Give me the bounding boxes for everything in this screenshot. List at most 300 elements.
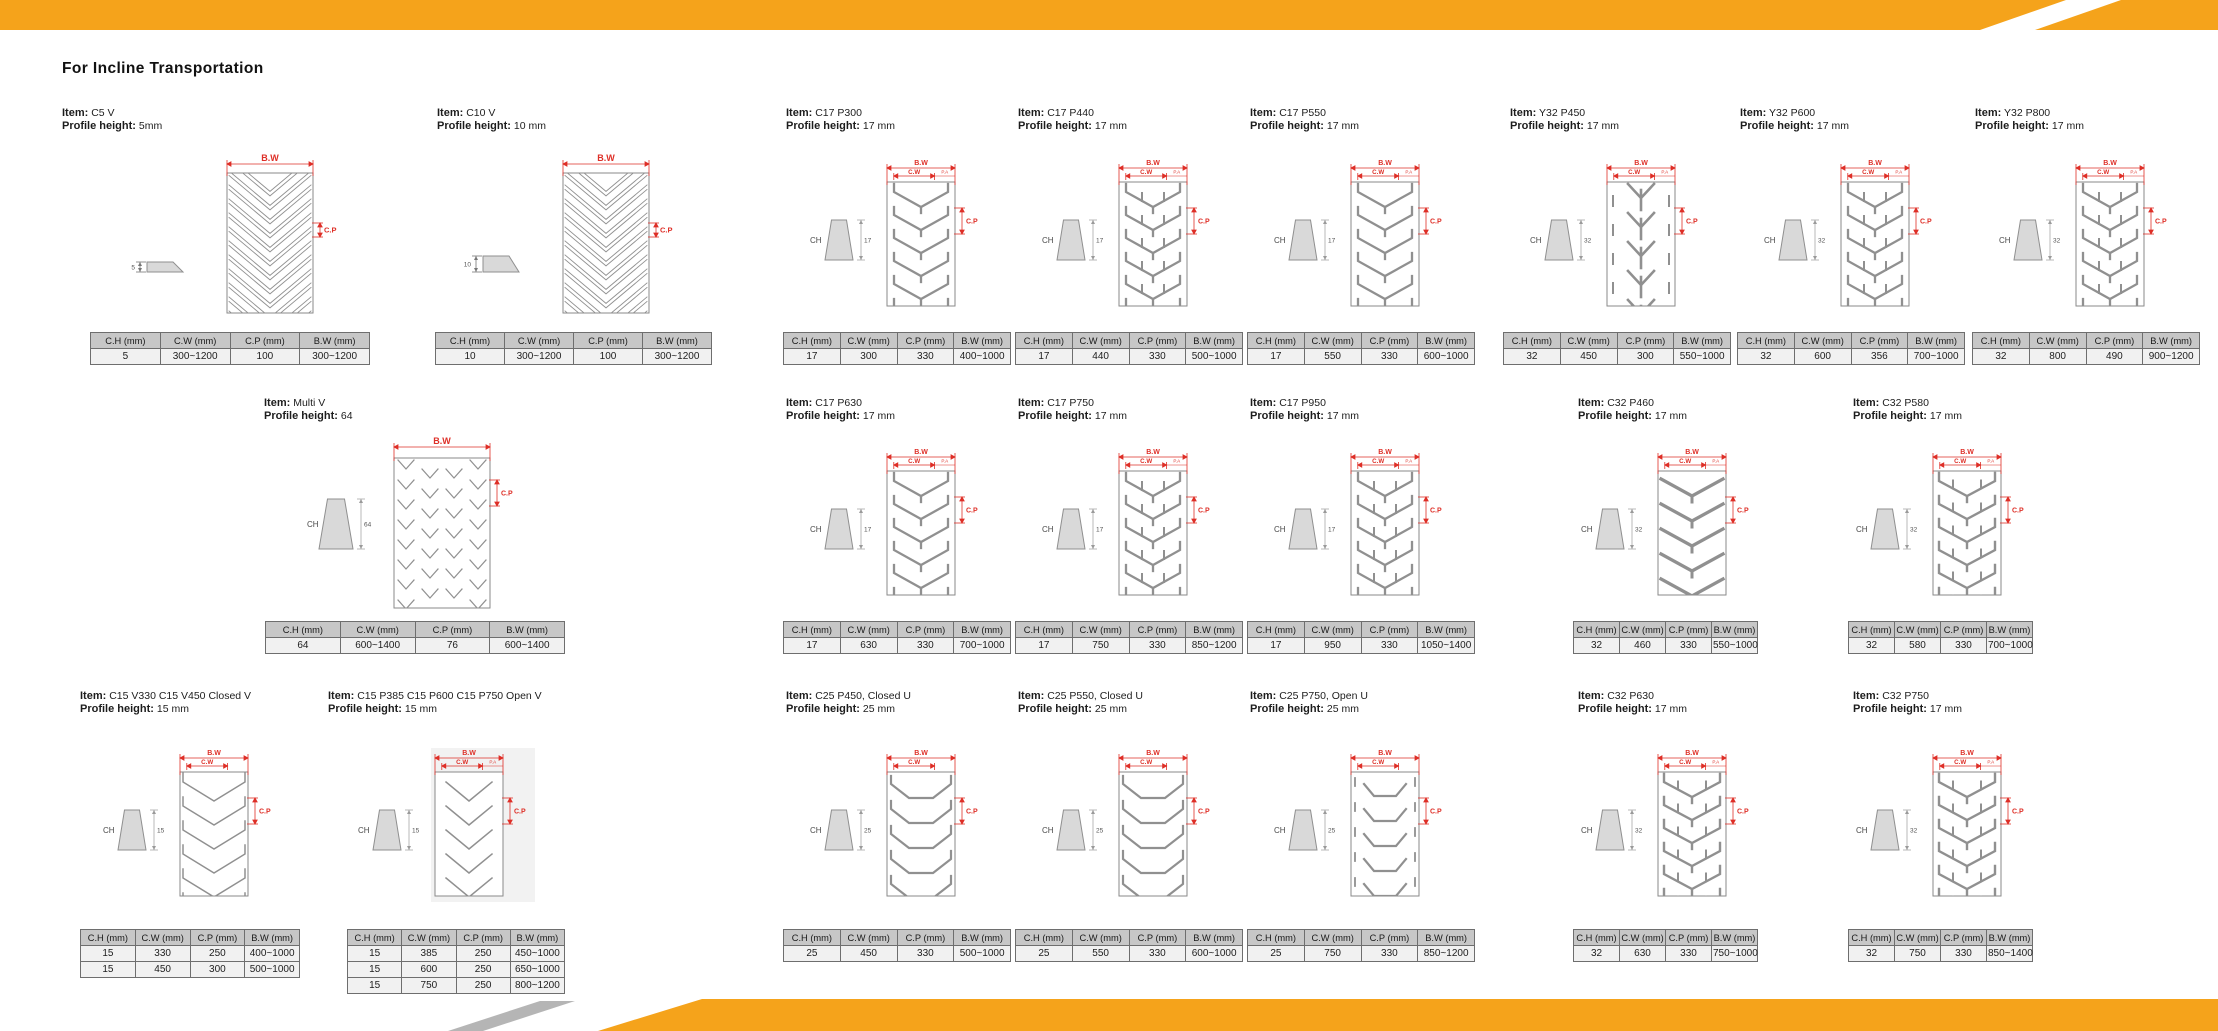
svg-text:C.W: C.W — [908, 758, 921, 766]
profile-height-line — [1853, 410, 2038, 423]
spec-cell: 330 — [1129, 349, 1186, 365]
svg-text:CH: CH — [810, 825, 822, 835]
item-label: Item: — [1853, 690, 1880, 702]
svg-text:P.A: P.A — [1987, 458, 1995, 464]
profile-height-value: 17 mm — [1094, 410, 1127, 422]
item-name: C5 V — [91, 107, 115, 119]
spec-cell: 10 — [436, 349, 505, 365]
svg-text:C.W: C.W — [1140, 458, 1153, 465]
svg-text:C.W: C.W — [1954, 758, 1967, 766]
spec-cell: 17 — [784, 638, 841, 654]
spec-cell: 700~1000 — [1987, 638, 2033, 654]
profile-section-icon — [1271, 491, 1345, 557]
item-label: Item: — [1510, 107, 1537, 119]
product-card — [1015, 397, 1243, 654]
bottom-band-gray — [448, 1001, 575, 1031]
spec-cell: 250 — [190, 946, 245, 962]
spec-header-cell: C.W (mm) — [402, 930, 456, 946]
product-card — [783, 397, 1011, 654]
profile-height-label: Profile height: — [437, 120, 511, 132]
spec-header-cell: C.W (mm) — [160, 333, 230, 349]
spec-cell: 950 — [1304, 638, 1361, 654]
profile-height-label: Profile height: — [1250, 120, 1324, 132]
spec-cell: 900~1200 — [2143, 349, 2200, 365]
item-header — [75, 690, 305, 720]
svg-text:C.P: C.P — [966, 218, 978, 225]
spec-row — [266, 638, 565, 654]
belt-pattern-diagram — [223, 151, 345, 319]
spec-cell: 500~1000 — [1186, 349, 1243, 365]
item-name: C17 P440 — [1047, 107, 1094, 119]
spec-cell: 17 — [1248, 638, 1305, 654]
spec-header-cell: B.W (mm) — [1908, 333, 1965, 349]
spec-cell: 400~1000 — [245, 946, 300, 962]
spec-table — [265, 621, 565, 654]
item-label: Item: — [264, 397, 291, 409]
spec-row — [1016, 946, 1243, 962]
profile-section-icon — [304, 491, 378, 557]
spec-header-cell: C.H (mm) — [1574, 930, 1620, 946]
item-name: C17 P950 — [1279, 397, 1326, 409]
svg-text:25: 25 — [1096, 827, 1104, 834]
spec-header-cell: C.W (mm) — [1895, 930, 1941, 946]
spec-header-cell: C.P (mm) — [1129, 930, 1186, 946]
svg-text:CH: CH — [810, 525, 822, 534]
spec-cell: 17 — [1016, 638, 1073, 654]
spec-table — [1573, 929, 1758, 962]
svg-text:15: 15 — [412, 827, 420, 834]
profile-height-line — [1018, 120, 1243, 133]
item-line — [437, 107, 720, 120]
svg-text:P.A: P.A — [1712, 759, 1720, 764]
profile-height-line — [80, 703, 305, 716]
svg-text:P.A: P.A — [1173, 458, 1181, 464]
spec-row — [348, 962, 565, 978]
item-line — [1250, 397, 1475, 410]
profile-section-icon — [1039, 202, 1113, 268]
svg-text:CH: CH — [1856, 825, 1868, 835]
spec-header-cell: C.W (mm) — [1794, 333, 1851, 349]
profile-height-label: Profile height: — [1975, 120, 2049, 132]
spec-table — [783, 621, 1011, 654]
spec-cell: 330 — [1666, 946, 1712, 962]
item-label: Item: — [1578, 397, 1605, 409]
svg-text:32: 32 — [1584, 237, 1592, 244]
spec-table — [1247, 929, 1475, 962]
spec-row — [1016, 349, 1243, 365]
spec-header-cell: B.W (mm) — [954, 622, 1011, 638]
svg-text:B.W: B.W — [1960, 749, 1974, 757]
spec-table — [1015, 621, 1243, 654]
spec-table — [435, 332, 712, 365]
item-header — [1247, 107, 1475, 137]
profile-height-value: 25 mm — [862, 703, 895, 715]
figure — [1737, 137, 1965, 332]
spec-header-cell: C.P (mm) — [1361, 930, 1418, 946]
bottom-band-main — [598, 999, 2218, 1031]
profile-section-icon — [1578, 491, 1652, 557]
spec-cell: 330 — [135, 946, 190, 962]
spec-cell: 330 — [1941, 638, 1987, 654]
spec-table — [90, 332, 370, 365]
spec-cell: 32 — [1849, 946, 1895, 962]
svg-text:C.W: C.W — [1628, 168, 1641, 176]
spec-header-cell: C.H (mm) — [436, 333, 505, 349]
svg-text:32: 32 — [1818, 237, 1826, 244]
product-card — [1848, 690, 2038, 962]
svg-text:P.A: P.A — [1405, 169, 1413, 174]
figure — [783, 427, 1011, 621]
spec-header-cell: B.W (mm) — [1418, 930, 1475, 946]
svg-text:15: 15 — [157, 827, 165, 834]
svg-text:64: 64 — [364, 521, 372, 529]
figure — [1848, 720, 2038, 929]
spec-header-cell: B.W (mm) — [490, 622, 565, 638]
svg-text:P.A: P.A — [1987, 759, 1995, 764]
svg-text:C.P: C.P — [966, 808, 978, 815]
item-line — [62, 107, 385, 120]
spec-header-cell: C.W (mm) — [1620, 930, 1666, 946]
svg-text:32: 32 — [2053, 237, 2061, 244]
figure — [1015, 137, 1243, 332]
figure — [420, 137, 720, 332]
belt-pattern-diagram — [1115, 447, 1219, 601]
spec-header-cell: C.H (mm) — [1738, 333, 1795, 349]
spec-header-cell: C.H (mm) — [1248, 930, 1305, 946]
belt-pattern-diagram — [1837, 158, 1941, 312]
spec-header-cell: B.W (mm) — [643, 333, 712, 349]
svg-text:C.W: C.W — [201, 758, 214, 766]
spec-cell: 330 — [1941, 946, 1987, 962]
spec-cell: 250 — [456, 962, 510, 978]
item-line — [1853, 397, 2038, 410]
spec-header-cell: C.P (mm) — [456, 930, 510, 946]
figure — [55, 137, 385, 332]
profile-height-label: Profile height: — [1250, 703, 1324, 715]
figure — [1015, 427, 1243, 621]
svg-text:C.W: C.W — [908, 168, 921, 176]
belt-pattern-diagram — [1929, 447, 2033, 601]
svg-text:17: 17 — [1328, 237, 1336, 244]
spec-header-cell: C.P (mm) — [1851, 333, 1908, 349]
svg-text:C.P: C.P — [1920, 218, 1932, 225]
belt-pattern-diagram — [1654, 748, 1758, 902]
svg-text:B.W: B.W — [207, 749, 221, 757]
svg-text:25: 25 — [1328, 827, 1336, 834]
svg-text:CH: CH — [1274, 525, 1286, 534]
item-header — [1848, 690, 2038, 720]
spec-cell: 750~1000 — [1712, 946, 1758, 962]
spec-header-cell: B.W (mm) — [1987, 930, 2033, 946]
spec-row — [1248, 349, 1475, 365]
item-label: Item: — [1975, 107, 2002, 119]
spec-header-cell: C.H (mm) — [81, 930, 136, 946]
profile-height-line — [1510, 120, 1731, 133]
profile-height-line — [786, 410, 1011, 423]
item-label: Item: — [1018, 397, 1045, 409]
svg-text:CH: CH — [1274, 235, 1286, 245]
product-card — [1503, 107, 1731, 365]
spec-cell: 25 — [784, 946, 841, 962]
item-name: C17 P550 — [1279, 107, 1326, 119]
profile-height-label: Profile height: — [80, 703, 154, 715]
profile-height-value: 25 mm — [1094, 703, 1127, 715]
profile-height-label: Profile height: — [1510, 120, 1584, 132]
spec-header-cell: C.W (mm) — [1620, 622, 1666, 638]
item-label: Item: — [328, 690, 355, 702]
svg-text:B.W: B.W — [1146, 749, 1160, 757]
item-name: C32 P630 — [1607, 690, 1654, 702]
item-name: Multi V — [293, 397, 326, 409]
profile-section-icon — [1039, 792, 1113, 858]
profile-height-line — [786, 120, 1011, 133]
item-header — [1573, 690, 1763, 720]
svg-text:C.P: C.P — [1686, 218, 1698, 225]
item-header — [1015, 690, 1243, 720]
profile-section-icon — [1271, 792, 1345, 858]
svg-text:P.A: P.A — [1895, 169, 1903, 174]
spec-header-cell: C.W (mm) — [840, 622, 897, 638]
spec-cell: 32 — [1574, 638, 1620, 654]
belt-pattern-diagram — [1115, 158, 1219, 312]
svg-text:C.P: C.P — [1737, 808, 1749, 815]
profile-height-label: Profile height: — [264, 410, 338, 422]
spec-cell: 330 — [897, 946, 954, 962]
item-header — [1247, 397, 1475, 427]
svg-text:17: 17 — [864, 526, 872, 534]
spec-cell: 330 — [1361, 946, 1418, 962]
item-header — [783, 690, 1011, 720]
spec-cell: 15 — [348, 978, 402, 994]
spec-cell: 330 — [897, 638, 954, 654]
spec-cell: 76 — [415, 638, 490, 654]
item-label: Item: — [1250, 397, 1277, 409]
item-label: Item: — [437, 107, 464, 119]
product-card — [1015, 107, 1243, 365]
spec-header-cell: B.W (mm) — [1186, 930, 1243, 946]
item-header — [1848, 397, 2038, 427]
figure — [1573, 427, 1763, 621]
spec-cell: 32 — [1849, 638, 1895, 654]
item-line — [1853, 690, 2038, 703]
spec-header-cell: B.W (mm) — [1987, 622, 2033, 638]
item-header — [55, 107, 385, 137]
item-name: Y32 P450 — [1539, 107, 1586, 119]
svg-text:C.P: C.P — [2155, 218, 2167, 225]
spec-header-cell: C.H (mm) — [91, 333, 161, 349]
item-label: Item: — [1578, 690, 1605, 702]
item-header — [783, 107, 1011, 137]
item-name: Y32 P800 — [2004, 107, 2051, 119]
top-band-corner — [2035, 0, 2218, 30]
profile-height-label: Profile height: — [62, 120, 136, 132]
profile-height-line — [437, 120, 720, 133]
spec-header-cell: C.P (mm) — [1129, 622, 1186, 638]
item-line — [1018, 397, 1243, 410]
profile-height-value: 17 mm — [862, 410, 895, 422]
spec-row — [1574, 638, 1758, 654]
item-line — [786, 107, 1011, 120]
belt-pattern-diagram — [1654, 447, 1758, 601]
spec-cell: 800 — [2029, 349, 2086, 365]
svg-text:C.W: C.W — [1140, 168, 1153, 176]
belt-pattern-diagram — [431, 748, 535, 902]
spec-cell: 32 — [1504, 349, 1561, 365]
profile-section-icon — [1996, 202, 2070, 268]
spec-row — [1973, 349, 2200, 365]
item-name: Y32 P600 — [1769, 107, 1816, 119]
svg-text:B.W: B.W — [1146, 449, 1160, 456]
profile-height-line — [1018, 410, 1243, 423]
spec-header-cell: B.W (mm) — [1186, 333, 1243, 349]
profile-height-line — [1740, 120, 1965, 133]
profile-section-icon — [1853, 491, 1927, 557]
profile-height-line — [1018, 703, 1243, 716]
spec-cell: 300 — [190, 962, 245, 978]
figure — [1015, 720, 1243, 929]
spec-header-cell: C.W (mm) — [1895, 622, 1941, 638]
spec-row — [91, 349, 370, 365]
profile-section-icon — [355, 792, 429, 858]
item-name: C15 V330 C15 V450 Closed V — [109, 690, 252, 702]
item-header — [420, 107, 720, 137]
svg-text:CH: CH — [1999, 235, 2011, 245]
spec-cell: 300~1200 — [643, 349, 712, 365]
spec-header-cell: C.P (mm) — [574, 333, 643, 349]
product-card — [1848, 397, 2038, 654]
spec-cell: 850~1200 — [1418, 946, 1475, 962]
svg-text:C.W: C.W — [1372, 458, 1385, 465]
svg-text:C.W: C.W — [1140, 758, 1153, 766]
figure — [1247, 427, 1475, 621]
svg-text:C.P: C.P — [501, 490, 513, 498]
spec-table — [1503, 332, 1731, 365]
figure — [783, 720, 1011, 929]
profile-height-value: 5mm — [138, 120, 163, 132]
spec-cell: 330 — [1666, 638, 1712, 654]
svg-text:B.W: B.W — [2103, 159, 2117, 167]
spec-cell: 600 — [402, 962, 456, 978]
spec-header-cell: C.W (mm) — [505, 333, 574, 349]
profile-height-line — [1853, 703, 2038, 716]
profile-section-icon — [807, 792, 881, 858]
spec-cell: 32 — [1574, 946, 1620, 962]
figure — [783, 137, 1011, 332]
spec-header-cell: B.W (mm) — [2143, 333, 2200, 349]
spec-header-cell: B.W (mm) — [1418, 333, 1475, 349]
spec-cell: 1050~1400 — [1418, 638, 1475, 654]
profile-height-value: 17 mm — [1654, 410, 1687, 422]
spec-cell: 550~1000 — [1674, 349, 1731, 365]
spec-cell: 600~1000 — [1418, 349, 1475, 365]
item-line — [1250, 107, 1475, 120]
spec-cell: 490 — [2086, 349, 2143, 365]
svg-text:32: 32 — [1910, 827, 1918, 834]
svg-text:C.W: C.W — [1954, 458, 1967, 465]
spec-cell: 17 — [1016, 349, 1073, 365]
spec-cell: 330 — [1361, 349, 1418, 365]
spec-header-cell: B.W (mm) — [245, 930, 300, 946]
spec-cell: 550 — [1304, 349, 1361, 365]
svg-text:C.P: C.P — [2012, 808, 2024, 815]
product-card — [783, 690, 1011, 962]
spec-header-cell: C.W (mm) — [1560, 333, 1617, 349]
figure — [75, 720, 305, 929]
spec-cell: 600~1000 — [1186, 946, 1243, 962]
profile-height-value: 17 mm — [2051, 120, 2084, 132]
profile-height-value: 17 mm — [1929, 410, 1962, 422]
item-header — [258, 397, 568, 427]
svg-text:C.P: C.P — [1430, 507, 1442, 515]
svg-text:10: 10 — [463, 261, 471, 268]
spec-row — [1504, 349, 1731, 365]
spec-table — [1015, 929, 1243, 962]
product-card — [1247, 397, 1475, 654]
spec-cell: 450 — [1560, 349, 1617, 365]
figure — [325, 720, 565, 929]
svg-text:C.W: C.W — [1679, 458, 1692, 465]
profile-section-icon — [807, 491, 881, 557]
spec-cell: 630 — [1620, 946, 1666, 962]
spec-cell: 450 — [135, 962, 190, 978]
spec-cell: 15 — [348, 946, 402, 962]
product-card — [783, 107, 1011, 365]
spec-cell: 580 — [1895, 638, 1941, 654]
profile-height-line — [786, 703, 1011, 716]
svg-text:B.W: B.W — [1685, 449, 1699, 456]
profile-height-value: 17 mm — [1326, 120, 1359, 132]
svg-text:C.P: C.P — [1198, 808, 1210, 815]
spec-header-cell: C.P (mm) — [1361, 622, 1418, 638]
spec-row — [1016, 638, 1243, 654]
item-line — [1018, 690, 1243, 703]
product-card — [75, 690, 305, 978]
spec-table — [1247, 332, 1475, 365]
svg-text:P.A: P.A — [1661, 169, 1669, 174]
spec-header-cell: C.W (mm) — [1072, 333, 1129, 349]
item-header — [1573, 397, 1763, 427]
figure — [1247, 720, 1475, 929]
svg-text:P.A: P.A — [941, 458, 949, 464]
spec-header-cell: C.W (mm) — [1304, 333, 1361, 349]
profile-height-value: 17 mm — [1586, 120, 1619, 132]
bottom-accent-band — [0, 999, 2218, 1031]
spec-header-cell: C.P (mm) — [415, 622, 490, 638]
svg-text:CH: CH — [1764, 235, 1776, 245]
figure — [1573, 720, 1763, 929]
spec-cell: 750 — [1895, 946, 1941, 962]
item-line — [1510, 107, 1731, 120]
svg-text:17: 17 — [1096, 237, 1104, 244]
spec-header-cell: C.W (mm) — [840, 333, 897, 349]
spec-cell: 650~1000 — [510, 962, 564, 978]
item-label: Item: — [1853, 397, 1880, 409]
item-label: Item: — [786, 690, 813, 702]
svg-text:B.W: B.W — [261, 152, 279, 163]
svg-text:C.P: C.P — [1430, 808, 1442, 815]
spec-cell: 300 — [1617, 349, 1674, 365]
spec-cell: 100 — [230, 349, 300, 365]
spec-cell: 700~1000 — [1908, 349, 1965, 365]
item-header — [783, 397, 1011, 427]
item-name: C15 P385 C15 P600 C15 P750 Open V — [357, 690, 542, 702]
belt-pattern-diagram — [2072, 158, 2176, 312]
profile-height-value: 10 mm — [513, 120, 546, 132]
spec-cell: 250 — [456, 978, 510, 994]
spec-cell: 750 — [1072, 638, 1129, 654]
profile-height-value: 25 mm — [1326, 703, 1359, 715]
product-card — [325, 690, 565, 994]
